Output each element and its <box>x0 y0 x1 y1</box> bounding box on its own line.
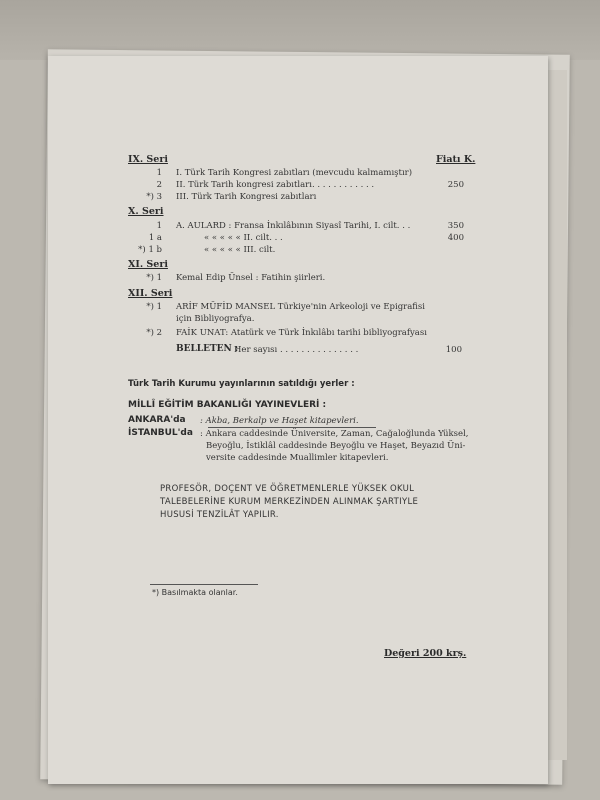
discount-notice-line: HUSUSİ TENZİLÂT YAPILIR. <box>160 510 279 520</box>
series-ix-item-no: 2 <box>156 180 162 190</box>
series-ix-item-title: I. Türk Tarih Kongresi zabıtları (mevcudu kalmamıştır) <box>176 168 413 178</box>
ankara-label: ANKARA'da <box>128 415 186 425</box>
series-ix-item-no: 1 <box>156 168 162 178</box>
series-xi-item-title: Kemal Edip Ünsel : Fatihin şiirleri. <box>176 273 326 283</box>
page-content <box>48 56 548 784</box>
series-xii-item-title: ARİF MÜFİD MANSEL Türkiye'nin Arkeoloji ve Epigrafisi <box>176 302 426 312</box>
belleten-label: BELLETEN : <box>176 344 239 354</box>
istanbul-line: versite caddesinde Muallimler kitapevleri. <box>206 453 389 463</box>
underline-rule <box>208 427 376 428</box>
series-ix-item-title: III. Türk Tarih Kongresi zabıtları <box>176 192 317 202</box>
series-x-item-no: 1 <box>156 221 162 231</box>
series-x-item-price: 350 <box>447 221 464 231</box>
discount-notice-line: TALEBELERİNE KURUM MERKEZİNDEN ALINMAK ŞARTIYLE <box>160 497 419 507</box>
series-xii-item-title: FAİK UNAT: Atatürk ve Türk İnkılâbı tarihi bibliyografyası <box>176 328 427 338</box>
series-x-item-no: 1 a <box>148 233 162 243</box>
series-x-heading: X. Seri <box>128 206 164 217</box>
footnote: *) Basılmakta olanlar. <box>152 588 238 597</box>
series-ix-item-title: II. Türk Tarih kongresi zabıtları. . . . . . . . . . . . <box>176 180 375 190</box>
series-xii-item-no: *) 1 <box>146 302 162 312</box>
series-ix-item-price: 250 <box>447 180 464 190</box>
belleten-price: 100 <box>445 345 462 355</box>
series-xi-heading: XI. Seri <box>128 259 168 270</box>
istanbul-line: : Ankara caddesinde Üniversite, Zaman, Cağaloğlunda Yüksel, <box>200 429 469 439</box>
series-ix-heading: IX. Seri <box>128 154 168 165</box>
price-heading: Fiatı K. <box>436 154 476 165</box>
ankara-text: : Akba, Berkalp ve Haşet kitapevleri. <box>200 416 359 426</box>
series-x-item-title: « « « « « III. cilt. <box>204 245 276 255</box>
series-x-item-no: *) 1 b <box>138 245 162 255</box>
istanbul-line: Beyoğlu, İstiklâl caddesinde Beyoğlu ve Haşet, Beyazıd Üni- <box>206 441 466 451</box>
discount-notice-line: PROFESÖR, DOÇENT VE ÖĞRETMENLERLE YÜKSEK OKUL <box>160 484 415 494</box>
series-xii-heading: XII. Seri <box>128 288 173 299</box>
belleten-text: Her sayısı . . . . . . . . . . . . . . . <box>234 345 359 355</box>
ministry-title: MİLLÎ EĞİTİM BAKANLIĞI YAYINEVLERİ : <box>128 400 327 410</box>
series-xii-item-no: *) 2 <box>146 328 162 338</box>
back-cover-page <box>48 56 548 784</box>
series-xii-item-title-cont: için Bibliyografya. <box>176 314 255 324</box>
series-x-item-title: « « « « « II. cilt. . . <box>204 233 283 243</box>
footnote-rule <box>150 584 258 585</box>
series-x-item-title: A. AULARD : Fransa İnkılâbının Siyasî Tarihi, I. cilt. . . <box>176 221 411 231</box>
series-x-item-price: 400 <box>447 233 464 243</box>
price-footer: Değeri 200 krş. <box>384 648 467 659</box>
sales-title: Türk Tarih Kurumu yayınlarının satıldığı yerler : <box>128 379 355 389</box>
series-xi-item-no: *) 1 <box>146 273 162 283</box>
istanbul-label: İSTANBUL'da <box>128 428 193 438</box>
series-ix-item-no: *) 3 <box>146 192 162 202</box>
